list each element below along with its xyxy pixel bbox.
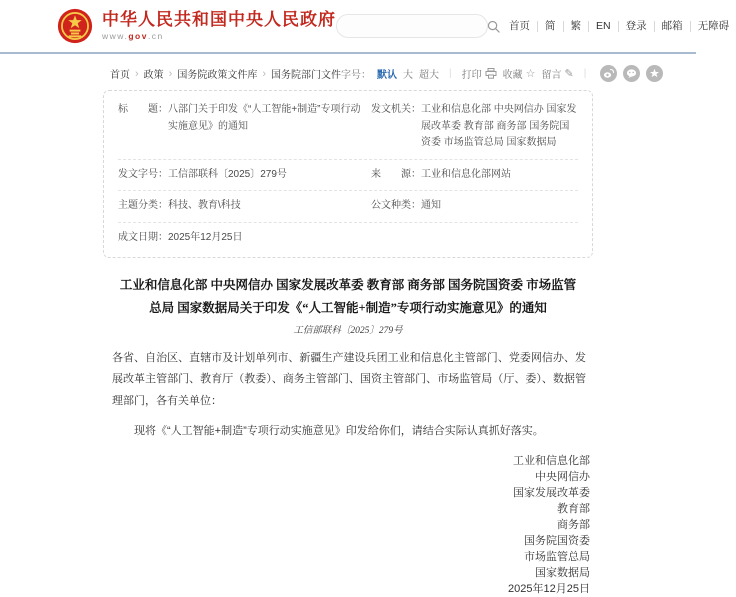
meta-date: [118, 230, 578, 247]
more-share-icon[interactable]: [646, 65, 663, 82]
font-size-label: 字号：: [341, 70, 372, 81]
search-box[interactable]: [336, 14, 488, 38]
meta-issuing-agency-value: 工业和信息化部 中央网信办 国家发展改革委 教育部 商务部 国务院国资委 市场监管总局 国家数据局: [421, 104, 577, 148]
comment-button[interactable]: [542, 66, 574, 81]
logo-text: [102, 11, 336, 42]
toolbar: [0, 54, 696, 82]
site-title: 中华人民共和国中央人民政府: [102, 9, 336, 29]
divider: |: [583, 68, 587, 79]
meta-row: [118, 191, 578, 223]
meta-source: [371, 167, 578, 184]
breadcrumb-separator-icon: ›: [262, 67, 267, 80]
national-emblem-icon: [57, 8, 93, 44]
printer-icon: [485, 68, 497, 79]
breadcrumb-home[interactable]: 首页: [110, 70, 130, 81]
signature-block: [112, 453, 590, 597]
paragraph-addressees: 各省、自治区、直辖市及计划单列市、新疆生产建设兵团工业和信息化主管部门、党委网信办、发展改革主管部门、教育厅（教委）、商务主管部门、国资主管部门、市场监管局（厅、委）、数据管理部门，各有关单位：: [112, 352, 586, 407]
meta-topic-category-value: 科技、教育\科技: [168, 200, 241, 211]
meta-row: [118, 95, 578, 160]
meta-title: [118, 102, 371, 152]
meta-source-value: 工业和信息化部网站: [421, 168, 511, 180]
meta-doc-type-label: 公文种类：: [371, 200, 421, 211]
breadcrumb-separator-icon: ›: [135, 67, 139, 80]
search-input[interactable]: [337, 15, 487, 37]
comment-label: 留言: [541, 70, 562, 81]
share-icons: [600, 65, 663, 82]
document-number: 工信部联科〔2025〕279号: [293, 326, 403, 336]
meta-date-value: 2025年12月25日: [168, 231, 243, 243]
paragraph-directive: 现将《“人工智能+制造”专项行动实施意见》印发给你们，请结合实际认真抓好落实。: [134, 425, 544, 438]
nav-home[interactable]: 首页: [509, 19, 530, 32]
document-meta-box: [103, 90, 593, 258]
nav-login[interactable]: 登录: [618, 21, 654, 32]
site-url: [102, 31, 336, 41]
site-header: [0, 0, 730, 54]
site-url-prefix: www.: [102, 31, 129, 42]
wechat-share-icon[interactable]: [623, 65, 640, 82]
signatory: 国家数据局: [535, 566, 590, 579]
meta-doc-type: [371, 198, 578, 215]
meta-source-label: 来 源：: [371, 168, 421, 180]
document-body: [112, 348, 586, 443]
header-right: [336, 14, 736, 38]
nav-english[interactable]: EN: [588, 21, 618, 32]
breadcrumb-current: 国务院部门文件: [271, 70, 342, 81]
font-size-default[interactable]: 默认: [377, 70, 398, 81]
signatory: 工业和信息化部: [513, 454, 590, 467]
document-title: 工业和信息化部 中央网信办 国家发展改革委 教育部 商务部 国务院国资委 市场监管总局 国家数据局关于印发《“人工智能+制造”专项行动实施意见》的通知: [119, 278, 577, 315]
nav-accessibility[interactable]: 无障碍: [690, 21, 736, 32]
signatory: 教育部: [557, 502, 590, 515]
print-label: 打印: [461, 70, 482, 81]
site-logo[interactable]: [57, 8, 336, 44]
signatory: 中央网信办: [535, 470, 590, 483]
nav-traditional[interactable]: 繁: [563, 21, 589, 32]
meta-doc-number-value: 工信部联科〔2025〕279号: [168, 168, 287, 180]
meta-issuing-agency-label: 发文机关：: [371, 104, 421, 115]
tool-controls: [341, 65, 663, 82]
nav-simplified[interactable]: 简: [537, 21, 563, 32]
star-icon: ☆: [525, 68, 536, 80]
meta-date-label: 成文日期：: [118, 231, 168, 243]
favorite-label: 收藏: [502, 70, 523, 81]
weibo-share-icon[interactable]: [600, 65, 617, 82]
meta-row: [118, 160, 578, 192]
font-size-large[interactable]: 大: [403, 70, 414, 81]
print-button[interactable]: [462, 66, 497, 81]
site-url-highlight: gov: [128, 31, 148, 42]
signatory: 市场监管总局: [524, 550, 590, 563]
breadcrumb: [110, 66, 341, 81]
meta-doc-type-value: 通知: [421, 200, 441, 211]
signatory: 商务部: [557, 518, 590, 531]
meta-title-value: 八部门关于印发《“人工智能+制造”专项行动实施意见》的通知: [168, 104, 361, 132]
breadcrumb-policy-library[interactable]: 国务院政策文件库: [177, 70, 258, 81]
meta-title-label: 标 题：: [118, 104, 168, 115]
search-icon[interactable]: [487, 20, 500, 33]
meta-doc-number-label: 发文字号：: [118, 168, 168, 180]
signatory: 国家发展改革委: [513, 486, 590, 499]
font-size-xlarge[interactable]: 超大: [419, 70, 440, 81]
breadcrumb-policy[interactable]: 政策: [143, 70, 164, 81]
meta-topic-category: [118, 198, 371, 215]
favorite-button[interactable]: [503, 66, 536, 81]
top-nav: [502, 21, 736, 32]
meta-topic-category-label: 主题分类：: [118, 200, 168, 211]
pencil-icon: ✎: [564, 68, 574, 80]
site-url-suffix: .cn: [147, 31, 164, 42]
breadcrumb-separator-icon: ›: [168, 67, 173, 80]
meta-row: [118, 223, 578, 254]
divider: |: [449, 68, 452, 79]
signature-date: 2025年12月25日: [508, 582, 590, 595]
signatory: 国务院国资委: [524, 534, 590, 547]
meta-doc-number: [118, 167, 371, 184]
meta-issuing-agency: [371, 102, 578, 152]
nav-mailbox[interactable]: 邮箱: [654, 21, 690, 32]
